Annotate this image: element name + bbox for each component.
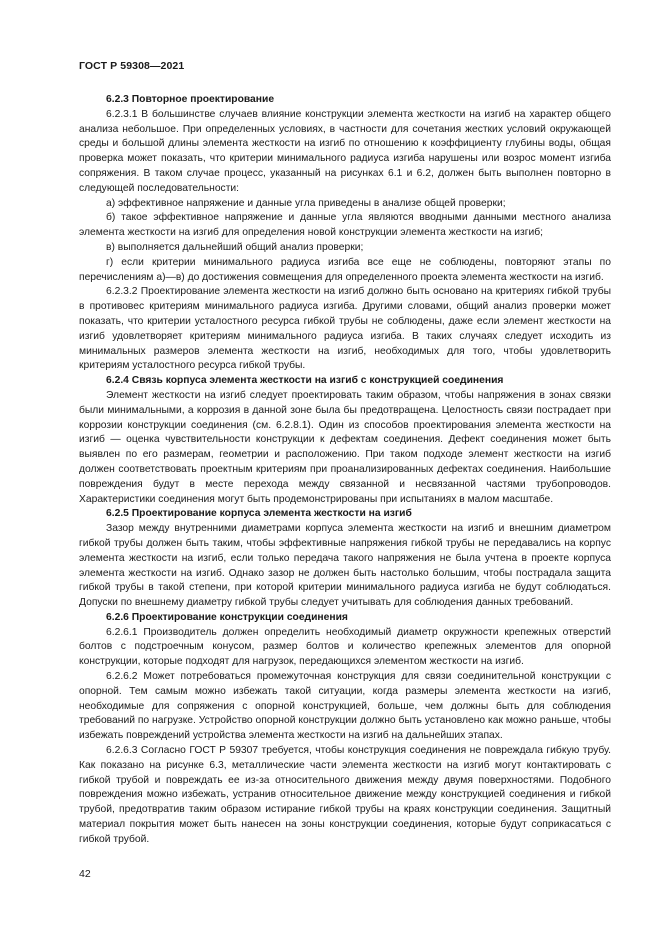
section-heading-6-2-4: 6.2.4 Связь корпуса элемента жесткости на изгиб с конструкцией соединения xyxy=(106,375,504,387)
list-item: в) выполняется дальнейший общий анализ проверки; xyxy=(106,241,364,253)
list-item: б) такое эффективное напряжение и данные угла являются вводными данными местного анализа элемента жесткости на изгиб для определения новой конструкции элемента жесткости на изгиб; xyxy=(79,212,611,239)
section-heading-6-2-6: 6.2.6 Проектирование конструкции соединения xyxy=(106,611,348,623)
paragraph: 6.2.6.2 Может потребоваться промежуточная конструкция для связи соединительной конструкции с опорной. Тем самым можно избежать такой ситуации, когда размеры элемента жесткости на изгиб, необходимые для сопряжения с опорной конструкцией, больше, чем должны быть для соблюдения требований по нагрузке. Устройство опорной конструкции должно быть установлено как можно раньше, чтобы избежать повреждений устройства элемента жесткости на изгиб на дальнейших этапах. xyxy=(79,671,611,742)
page-number: 42 xyxy=(79,868,91,880)
list-item: а) эффективное напряжение и данные угла приведены в анализе общей проверки; xyxy=(106,197,506,209)
document-body xyxy=(79,93,611,848)
list-item: г) если критерии минимального радиуса изгиба все еще не соблюдены, повторяют этапы по перечислениям а)—в) до достижения совмещения для определенного проекта элемента жесткости на изгиб. xyxy=(79,256,611,283)
paragraph: 6.2.6.3 Согласно ГОСТ Р 59307 требуется, чтобы конструкция соединения не повреждала гибкую трубу. Как показано на рисунке 6.3, металлические части элемента жесткости на изгиб могут контактировать с гибкой трубой и повреждать ее из-за относительного движения между двумя поверхностями. Подобного повреждения можно избежать, устранив относительное движение между конструкцией соединения и гибкой трубой, предотвратив таким образом истирание гибкой трубы на краях конструкции соединения. Защитный материал покрытия может быть нанесен на зоны конструкции соединения, которые будут соприкасаться с гибкой трубой. xyxy=(79,745,611,845)
paragraph: Элемент жесткости на изгиб следует проектировать таким образом, чтобы напряжения в зонах связки были минимальными, а коррозия в данной зоне была бы предотвращена. Целостность связи пострадает при коррозии конструкции соединения (см. 6.2.8.1). Один из способов проектирования элемента жесткости на изгиб — оценка чувствительности конструкции к дефектам соединения. Дефект соединения может быть выявлен по его размерам, геометрии и расположению. При таком подходе элемент жесткости на изгиб должен соответствовать проектным критериям при проанализированных дефектах соединения. Наибольшие повреждения будут в месте перехода между связанной и несвязанной частями трубопроводов. Характеристики соединения могут быть продемонстрированы при испытаниях в малом масштабе. xyxy=(79,389,611,505)
paragraph: Зазор между внутренними диаметрами корпуса элемента жесткости на изгиб и внешним диаметром гибкой трубы должен быть таким, чтобы эффективные напряжения гибкой трубы не передавались на корпус элемента жесткости на изгиб, если только передача такого напряжения не была учтена в проекте корпуса элемента жесткости на изгиб. Однако зазор не должен быть настолько большим, чтобы пострадала защита гибкой трубы в такой степени, при которой критерии минимального радиуса изгиба не будут соблюдаться. Допуски по внешнему диаметру гибкой трубы следует учитывать для соблюдения данных требований. xyxy=(79,523,611,609)
section-heading-6-2-3: 6.2.3 Повторное проектирование xyxy=(106,94,275,105)
paragraph: 6.2.3.2 Проектирование элемента жесткости на изгиб должно быть основано на критериях гибкой трубы в противовес критериям минимального радиуса изгиба. Другими словами, общий анализ проверки может показать, что критерии усталостного ресурса гибкой трубы не соблюдены, даже если элемент жесткости на изгиб удовлетворяет критериям минимального радиуса изгиба. В таких случаях следует исходить из минимальных размеров элемента жесткости на изгиб, необходимых для того, чтобы удовлетворить критериям усталостного ресурса гибкой трубы. xyxy=(79,286,611,372)
document-header: ГОСТ Р 59308—2021 xyxy=(79,60,185,72)
paragraph: 6.2.3.1 В большинстве случаев влияние конструкции элемента жесткости на изгиб на характер общего анализа небольшое. При определенных условиях, в частности для сочетания жестких условий окружающей среды и большой длины элемента жесткости на изгиб по отношению к коэффициенту глубины воды, общая проверка может показать, что критерии минимального радиуса изгиба нарушены или возрос момент изгиба сопряжения. В таком случае процесс, указанный на рисунках 6.1 и 6.2, должен быть выполнен повторно в следующей последовательности: xyxy=(79,108,611,194)
paragraph: 6.2.6.1 Производитель должен определить необходимый диаметр окружности крепежных отверстий болтов с подстроечным конусом, размер болтов и количество крепежных элементов для опорной конструкции, которые подходят для нагрузок, передающихся элементом жесткости на изгиб. xyxy=(79,626,611,668)
section-heading-6-2-5: 6.2.5 Проектирование корпуса элемента жесткости на изгиб xyxy=(106,508,412,520)
